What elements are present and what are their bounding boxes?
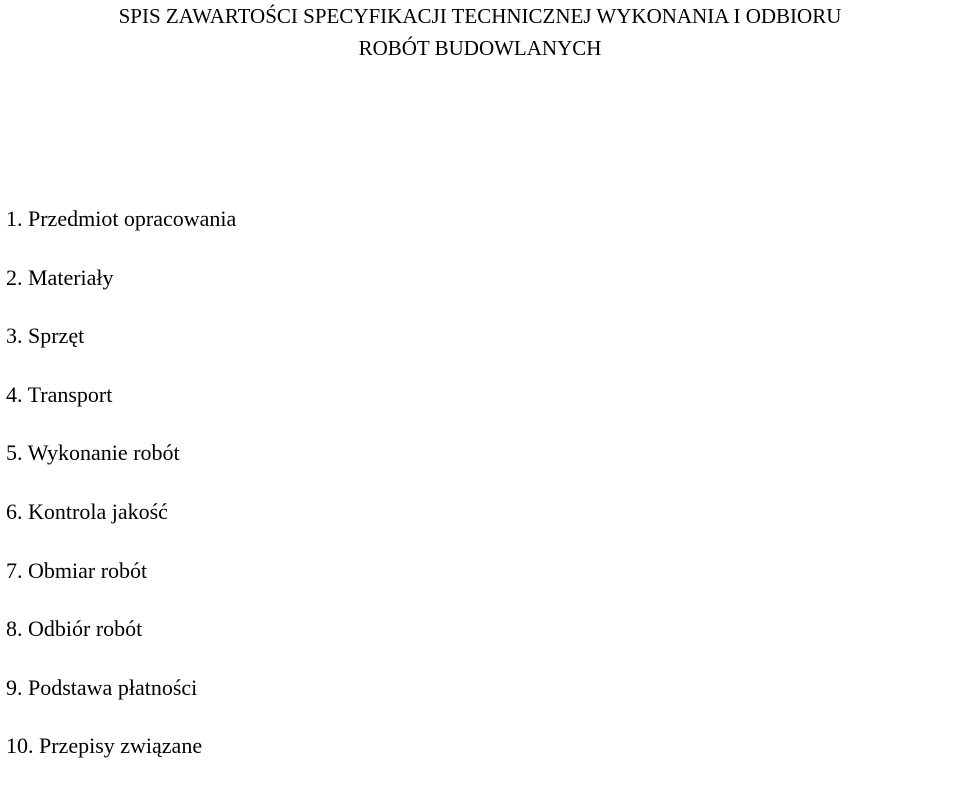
- toc-item-7: 7. Obmiar robót: [6, 557, 148, 583]
- document-title: [0, 0, 960, 64]
- toc-item-9: 9. Podstawa płatności: [6, 674, 198, 700]
- toc-item-4: 4. Transport: [6, 381, 113, 407]
- title-line-1: SPIS ZAWARTOŚCI SPECYFIKACJI TECHNICZNEJ WYKONANIA I ODBIORU: [118, 4, 842, 28]
- title-line-2: ROBÓT BUDOWLANYCH: [358, 36, 602, 60]
- toc-item-6: 6. Kontrola jakość: [6, 498, 168, 524]
- toc-item-8: 8. Odbiór robót: [6, 616, 143, 642]
- toc-item-5: 5. Wykonanie robót: [6, 440, 180, 466]
- toc-item-2: 2. Materiały: [6, 264, 114, 290]
- toc-item-10: 10. Przepisy związane: [6, 733, 203, 759]
- table-of-contents: [6, 202, 236, 788]
- toc-item-1: 1. Przedmiot opracowania: [6, 206, 237, 231]
- toc-item-3: 3. Sprzęt: [6, 323, 85, 349]
